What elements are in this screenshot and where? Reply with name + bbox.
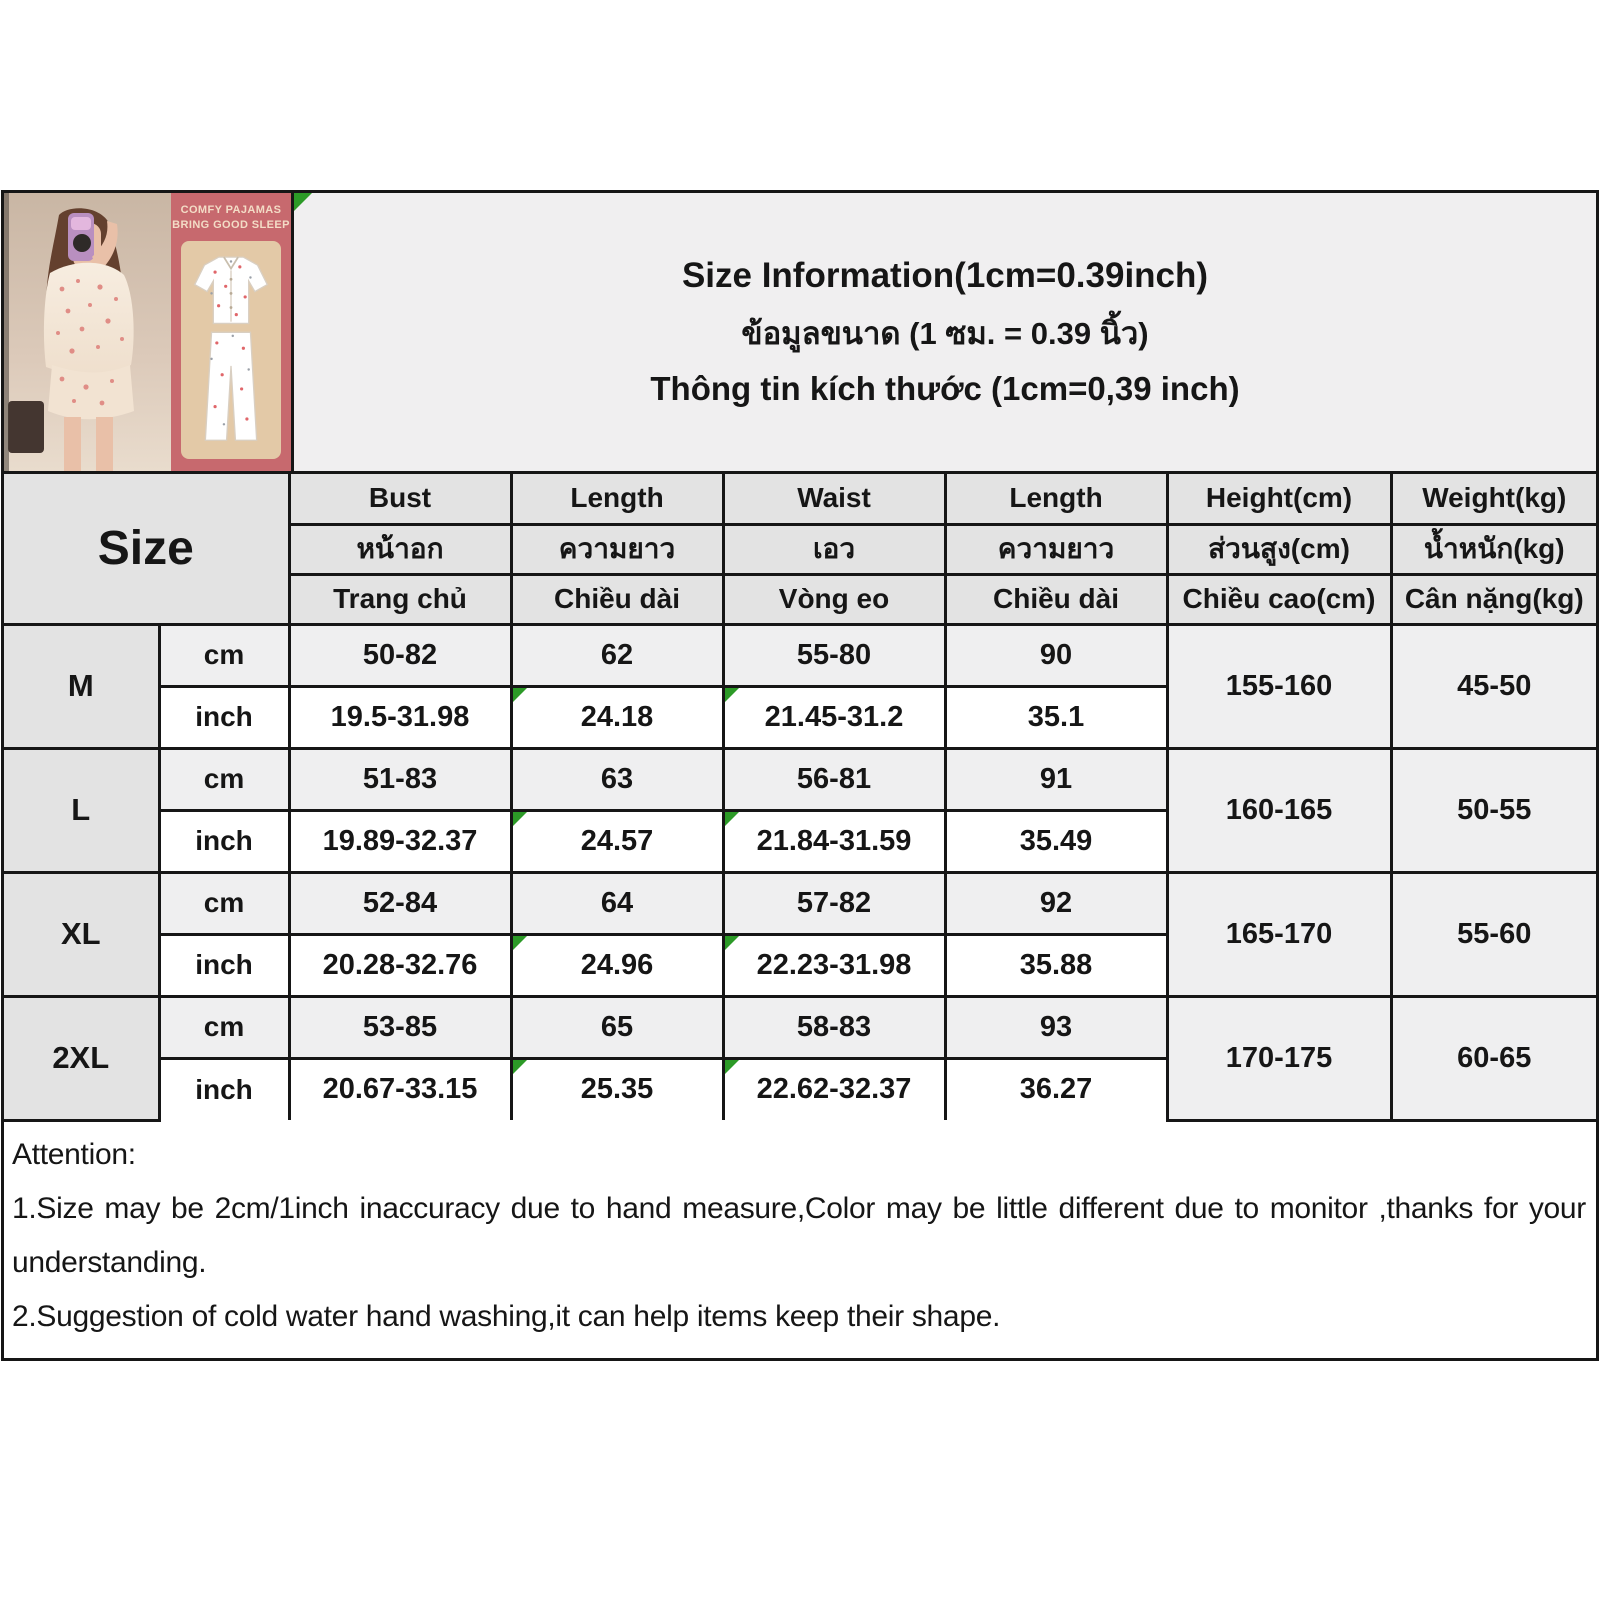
title-vietnamese: Thông tin kích thước (1cm=0,39 inch) [650,370,1240,407]
value-cell: 24.57 [511,810,723,872]
size-cell: 2XL [4,996,159,1120]
title-english: Size Information(1cm=0.39inch) [681,256,1209,295]
value-cell: 65 [511,996,723,1058]
size-chart-sheet [1,190,1599,1361]
col-header-en: Weight(kg) [1391,474,1596,524]
title-block [294,193,1596,471]
attention-note-1: 1.Size may be 2cm/1inch inaccuracy due to hand measure,Color may be little different due to monitor ,thanks for your understanding. [12,1191,1586,1279]
size-cell: L [4,748,159,872]
value-cell: 91 [945,748,1167,810]
value-cell: 52-84 [289,872,511,934]
col-header-th: น้ำหนัก(kg) [1391,524,1596,574]
col-header-en: Waist [723,474,945,524]
unit-cell: inch [159,810,289,872]
size-cell: XL [4,872,159,996]
col-header-vi: Chiều cao(cm) [1167,574,1391,624]
unit-cell: inch [159,934,289,996]
height-cell: 160-165 [1167,748,1391,872]
size-cell: M [4,624,159,748]
value-cell: 25.35 [511,1058,723,1120]
value-cell: 64 [511,872,723,934]
col-header-th: ส่วนสูง(cm) [1167,524,1391,574]
value-cell: 19.5-31.98 [289,686,511,748]
value-cell: 19.89-32.37 [289,810,511,872]
value-cell: 24.18 [511,686,723,748]
col-header-th: เอว [723,524,945,574]
value-cell: 35.49 [945,810,1167,872]
value-cell: 93 [945,996,1167,1058]
value-cell: 53-85 [289,996,511,1058]
weight-cell: 55-60 [1391,872,1596,996]
badge-text-line2: BRING GOOD SLEEP [172,219,290,231]
value-cell: 51-83 [289,748,511,810]
attention-heading: Attention: [12,1137,136,1171]
col-header-th: ความยาว [511,524,723,574]
value-cell: 36.27 [945,1058,1167,1120]
value-cell: 35.1 [945,686,1167,748]
value-cell: 20.28-32.76 [289,934,511,996]
unit-cell: inch [159,686,289,748]
value-cell: 62 [511,624,723,686]
unit-cell: cm [159,996,289,1058]
value-cell: 22.23-31.98 [723,934,945,996]
value-cell: 63 [511,748,723,810]
attention-notes [4,1122,1596,1358]
value-cell: 92 [945,872,1167,934]
col-header-en: Height(cm) [1167,474,1391,524]
col-header-en: Length [511,474,723,524]
col-header-th: หน้าอก [289,524,511,574]
value-cell: 55-80 [723,624,945,686]
col-header-th: ความยาว [945,524,1167,574]
value-cell: 24.96 [511,934,723,996]
value-cell: 21.45-31.2 [723,686,945,748]
value-cell: 57-82 [723,872,945,934]
col-header-en: Length [945,474,1167,524]
col-header-vi: Trang chủ [289,574,511,624]
model-photo-illustration [4,193,171,471]
attention-note-2: 2.Suggestion of cold water hand washing,it can help items keep their shape. [12,1299,1001,1333]
size-table [4,474,1596,1122]
value-cell: 35.88 [945,934,1167,996]
value-cell: 21.84-31.59 [723,810,945,872]
height-cell: 170-175 [1167,996,1391,1120]
col-header-en: Bust [289,474,511,524]
col-header-vi: Chiều dài [511,574,723,624]
height-cell: 165-170 [1167,872,1391,996]
product-image [4,193,294,471]
unit-cell: cm [159,748,289,810]
value-cell: 58-83 [723,996,945,1058]
weight-cell: 45-50 [1391,624,1596,748]
weight-cell: 50-55 [1391,748,1596,872]
weight-cell: 60-65 [1391,996,1596,1120]
header-section [4,193,1596,474]
badge-text-line1: COMFY PAJAMAS [180,204,282,216]
cell-flag-icon [294,193,312,211]
value-cell: 50-82 [289,624,511,686]
unit-cell: inch [159,1058,289,1120]
col-header-vi: Chiều dài [945,574,1167,624]
pajama-set-illustration [181,241,281,459]
value-cell: 90 [945,624,1167,686]
height-cell: 155-160 [1167,624,1391,748]
unit-cell: cm [159,872,289,934]
value-cell: 20.67-33.15 [289,1058,511,1120]
col-header-vi: Vòng eo [723,574,945,624]
product-badge-panel [171,193,291,471]
col-header-vi: Cân nặng(kg) [1391,574,1596,624]
title-thai: ข้อมูลขนาด (1 ซม. = 0.39 นิ้ว) [741,316,1149,351]
value-cell: 22.62-32.37 [723,1058,945,1120]
unit-cell: cm [159,624,289,686]
size-column-header: Size [4,474,289,624]
value-cell: 56-81 [723,748,945,810]
